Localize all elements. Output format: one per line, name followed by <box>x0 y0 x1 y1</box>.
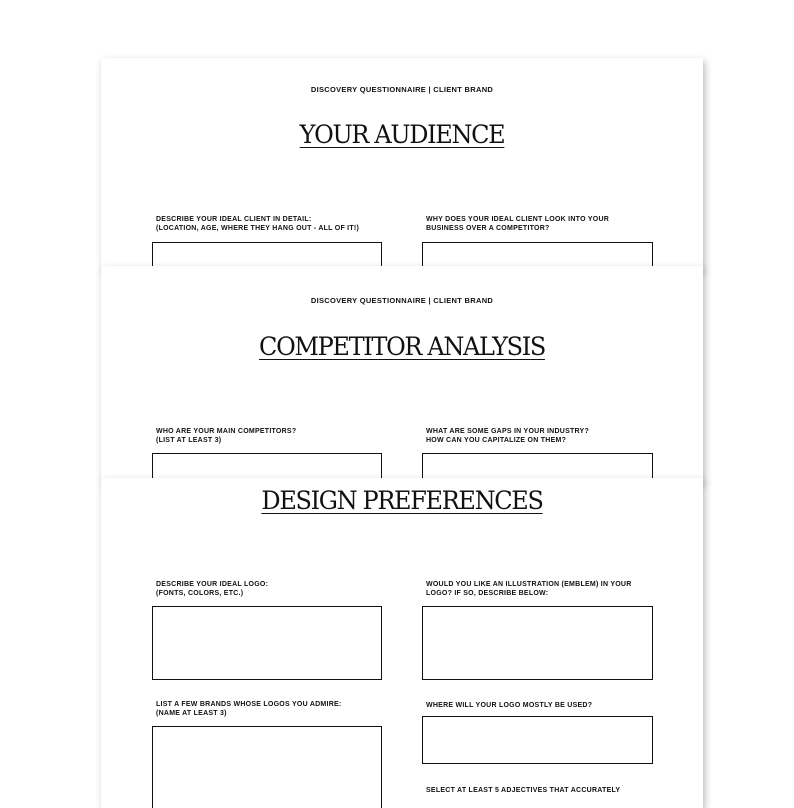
question-label: WHY DOES YOUR IDEAL CLIENT LOOK INTO YOUR <box>426 216 610 223</box>
question-label: SELECT AT LEAST 5 ADJECTIVES THAT ACCURATELY <box>426 787 621 794</box>
answer-box-ideal-logo[interactable] <box>152 606 382 680</box>
question-label: DESCRIBE YOUR IDEAL CLIENT IN DETAIL: <box>156 216 312 223</box>
document-header: DISCOVERY QUESTIONNAIRE | CLIENT BRAND <box>310 296 494 305</box>
page-title: YOUR AUDIENCE <box>299 120 505 149</box>
question-ideal-client <box>156 215 396 233</box>
question-main-competitors <box>156 427 396 445</box>
answer-box-logo-usage[interactable] <box>422 716 653 764</box>
question-hint: (LIST AT LEAST 3) <box>156 437 222 444</box>
page-title: COMPETITOR ANALYSIS <box>259 332 545 361</box>
question-hint: (FONTS, COLORS, ETC.) <box>156 590 244 597</box>
question-label: WOULD YOU LIKE AN ILLUSTRATION (EMBLEM) IN YOUR <box>426 581 632 588</box>
question-hint: (NAME AT LEAST 3) <box>156 710 227 717</box>
question-hint: HOW CAN YOU CAPITALIZE ON THEM? <box>426 437 567 444</box>
question-ideal-logo <box>156 580 396 598</box>
question-label: WHERE WILL YOUR LOGO MOSTLY BE USED? <box>426 702 593 709</box>
page-your-audience <box>101 58 703 270</box>
document-header: DISCOVERY QUESTIONNAIRE | CLIENT BRAND <box>310 85 494 94</box>
question-hint: LOGO? IF SO, DESCRIBE BELOW: <box>426 590 549 597</box>
answer-box-admired-brands[interactable] <box>152 726 382 808</box>
question-label: LIST A FEW BRANDS WHOSE LOGOS YOU ADMIRE: <box>156 701 342 708</box>
question-admired-brands <box>156 700 396 718</box>
question-illustration <box>426 580 666 598</box>
question-label: DESCRIBE YOUR IDEAL LOGO: <box>156 581 269 588</box>
question-label: WHO ARE YOUR MAIN COMPETITORS? <box>156 428 297 435</box>
page-title: DESIGN PREFERENCES <box>261 486 543 515</box>
question-industry-gaps <box>426 427 666 445</box>
answer-box-illustration[interactable] <box>422 606 653 680</box>
question-hint: BUSINESS OVER A COMPETITOR? <box>426 225 550 232</box>
question-why-us <box>426 215 666 233</box>
question-logo-usage <box>426 701 666 710</box>
question-label: WHAT ARE SOME GAPS IN YOUR INDUSTRY? <box>426 428 590 435</box>
question-hint: (LOCATION, AGE, WHERE THEY HANG OUT - ALL OF IT!) <box>156 225 360 232</box>
page-design-preferences <box>101 478 703 808</box>
page-competitor-analysis <box>101 266 703 482</box>
